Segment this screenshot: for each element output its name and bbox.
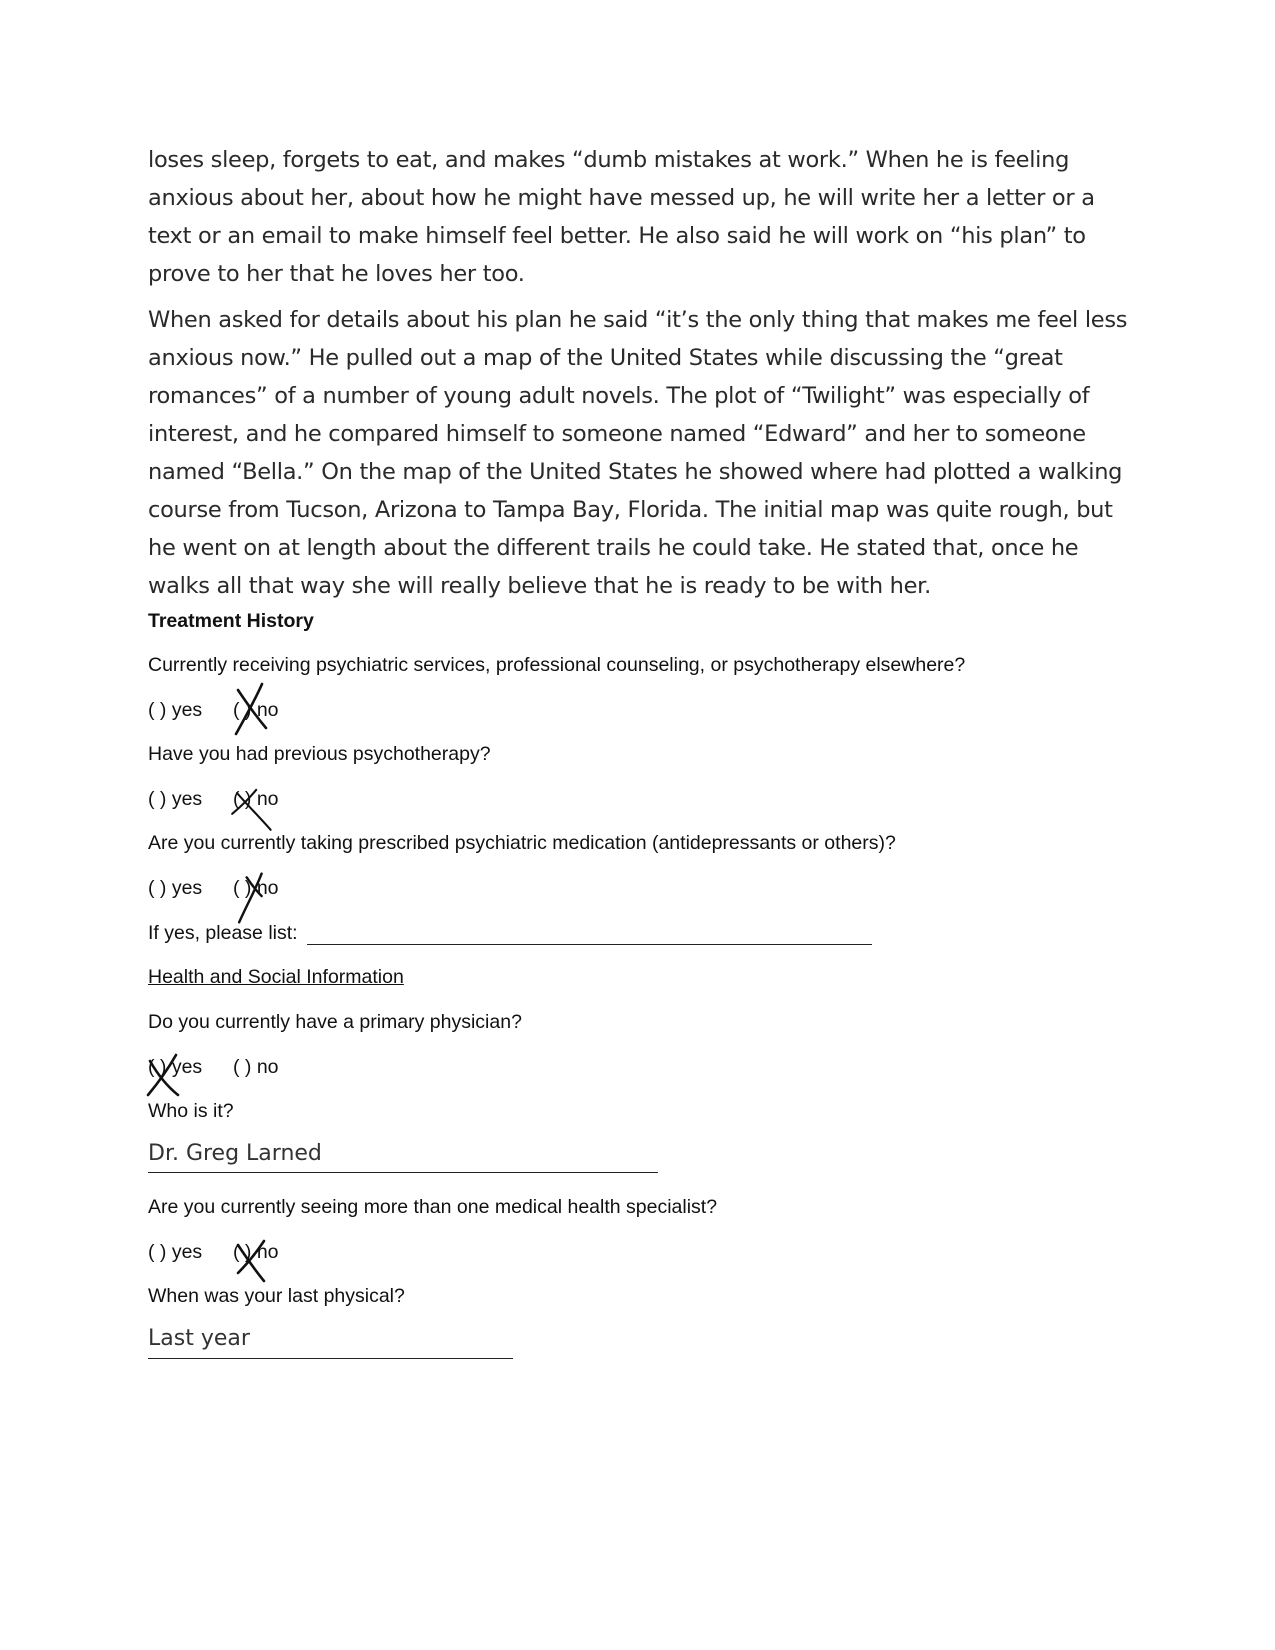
question-last-physical: When was your last physical? <box>148 1285 405 1307</box>
q6-x-mark-icon <box>234 1234 282 1292</box>
q1-x-mark-icon <box>232 682 280 740</box>
q4-yes-option[interactable]: ( ) yes <box>148 1056 203 1078</box>
question-previous-psychotherapy: Have you had previous psychotherapy? <box>148 743 491 765</box>
medication-list-line-2[interactable] <box>587 944 872 945</box>
narrative-paragraph-2: When asked for details about his plan he said “it’s the only thing that makes me feel less anxious now.” He pulled out a map of the United States while discussing the “great romances” of a number of young adult novels. The plot of “Twilight” was especially of interest, and he compared himself to someone named “Edward” and her to someone named “Bella.” On the map of the United States he showed where had plotted a walking course from Tucson, Arizona to Tampa Bay, Florida. The initial map was quite rough, but he went on at length about the different trails he could take. He stated that, once he walks all that way she will really believe that he is ready to be with her. <box>148 307 1128 599</box>
q1-yes-option[interactable]: ( ) yes <box>148 699 203 721</box>
q4-x-mark-icon <box>144 1048 192 1106</box>
q1-no-option[interactable]: ( ) no <box>233 699 279 721</box>
last-physical-answer: Last year <box>148 1326 250 1351</box>
treatment-history-heading: Treatment History <box>148 610 314 632</box>
q3-x-mark-icon <box>232 868 280 926</box>
health-social-heading: Health and Social Information <box>148 966 404 988</box>
q3-yes-option[interactable]: ( ) yes <box>148 877 203 899</box>
q2-x-mark-icon <box>229 780 277 838</box>
q2-no-option[interactable]: ( ) no <box>233 788 279 810</box>
q2-yes-option[interactable]: ( ) yes <box>148 788 203 810</box>
q6-no-option[interactable]: ( ) no <box>233 1241 279 1263</box>
q3-no-option[interactable]: ( ) no <box>233 877 279 899</box>
q6-yes-option[interactable]: ( ) yes <box>148 1241 203 1263</box>
medication-list-line-1[interactable] <box>307 944 587 945</box>
narrative-paragraph-1: loses sleep, forgets to eat, and makes “dumb mistakes at work.” When he is feeling anxious about her, about how he might have messed up, he will write her a letter or a text or an email to make himself feel better. He also said he will work on “his plan” to prove to her that he loves her too. <box>148 147 1095 287</box>
last-physical-answer-line[interactable] <box>148 1358 513 1359</box>
medication-list-label: If yes, please list: <box>148 922 298 944</box>
question-current-services: Currently receiving psychiatric services, professional counseling, or psychotherapy elsewhere? <box>148 654 966 676</box>
question-multiple-specialists: Are you currently seeing more than one medical health specialist? <box>148 1196 718 1218</box>
question-psychiatric-medication: Are you currently taking prescribed psychiatric medication (antidepressants or others)? <box>148 832 896 854</box>
physician-answer: Dr. Greg Larned <box>148 1141 322 1166</box>
physician-answer-line[interactable] <box>148 1172 658 1173</box>
question-who-is-physician: Who is it? <box>148 1100 234 1122</box>
q4-no-option[interactable]: ( ) no <box>233 1056 279 1078</box>
question-primary-physician: Do you currently have a primary physician? <box>148 1011 522 1033</box>
